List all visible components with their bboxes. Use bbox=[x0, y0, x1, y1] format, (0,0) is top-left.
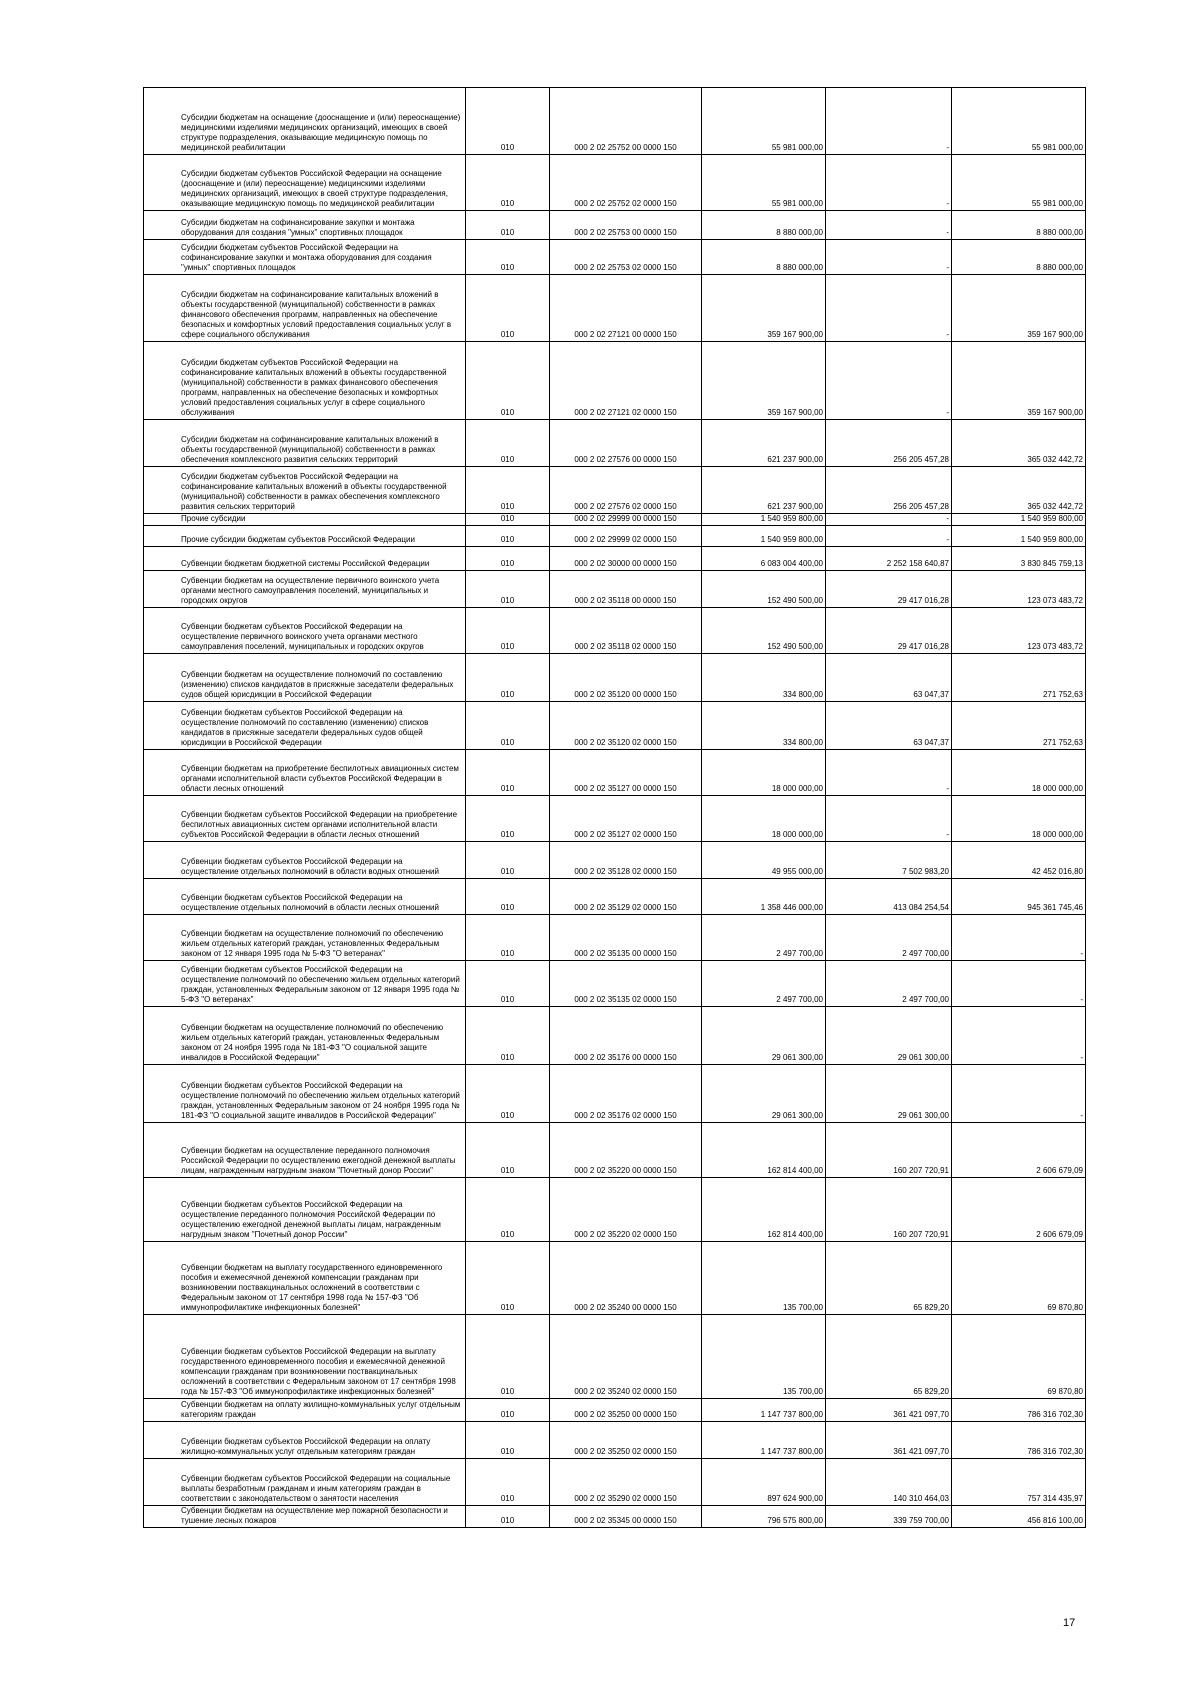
row-budget-code: 000 2 02 35129 02 0000 150 bbox=[550, 879, 702, 915]
table-row bbox=[144, 514, 1086, 526]
row-remaining: 359 167 900,00 bbox=[952, 275, 1086, 342]
row-approved: 1 540 959 800,00 bbox=[702, 526, 826, 547]
table-row bbox=[144, 750, 1086, 796]
row-name: Субсидии бюджетам на софинансирование капитальных вложений в объекты государственной (муниципальной) собственности в рамках обеспечения комплексного развития сельских территорий bbox=[144, 420, 466, 467]
table-row bbox=[144, 420, 1086, 467]
row-name: Субвенции бюджетам на выплату государственного единовременного пособия и ежемесячной денежной компенсации гражданам при возникновении поствакцинальных осложнений в соответствии с Федеральным законом от 17 сентября 1998 года № 157-ФЗ "Об иммунопрофилактике инфекционных болезней" bbox=[144, 1242, 466, 1315]
page-number: 17 bbox=[1063, 1617, 1076, 1629]
row-remaining: 365 032 442,72 bbox=[952, 467, 1086, 514]
row-name: Субсидии бюджетам на оснащение (дооснащение и (или) переоснащение) медицинскими изделиями медицинских организаций, имеющих в своей структуре подразделения, оказывающие медицинскую помощь по медицинской реабилитации bbox=[144, 88, 466, 155]
row-remaining: 2 606 679,09 bbox=[952, 1123, 1086, 1178]
row-remaining: - bbox=[952, 915, 1086, 961]
row-executed: 63 047,37 bbox=[826, 702, 952, 750]
row-remaining: 123 073 483,72 bbox=[952, 571, 1086, 608]
row-line-code: 010 bbox=[466, 842, 550, 879]
row-approved: 162 814 400,00 bbox=[702, 1123, 826, 1178]
row-executed: 160 207 720,91 bbox=[826, 1123, 952, 1178]
row-name: Субсидии бюджетам на софинансирование капитальных вложений в объекты государственной (муниципальной) собственности в рамках финансового обеспечения программ, направленных на обеспечение безопасных и комфортных условий предоставления социальных услуг в сфере социального обслуживания bbox=[144, 275, 466, 342]
row-executed: 29 417 016,28 bbox=[826, 571, 952, 608]
budget-table bbox=[143, 87, 1086, 1528]
row-line-code: 010 bbox=[466, 275, 550, 342]
row-executed: 339 759 700,00 bbox=[826, 1506, 952, 1528]
table-row bbox=[144, 1178, 1086, 1242]
table-row bbox=[144, 1315, 1086, 1399]
table-row bbox=[144, 842, 1086, 879]
table-row bbox=[144, 467, 1086, 514]
row-executed: 160 207 720,91 bbox=[826, 1178, 952, 1242]
row-executed: - bbox=[826, 796, 952, 842]
row-line-code: 010 bbox=[466, 514, 550, 526]
row-name: Субвенции бюджетам субъектов Российской Федерации на осуществление полномочий по обеспечению жильем отдельных категорий граждан, установленных Федеральным законом от 12 января 1995 года № 5-ФЗ "О ветеранах" bbox=[144, 961, 466, 1007]
row-executed: 29 061 300,00 bbox=[826, 1007, 952, 1065]
row-name: Субвенции бюджетам на осуществление полномочий по обеспечению жильем отдельных категорий граждан, установленных Федеральным законом от 24 ноября 1995 года № 181-ФЗ "О социальной защите инвалидов в Российской Федерации" bbox=[144, 1007, 466, 1065]
row-approved: 2 497 700,00 bbox=[702, 961, 826, 1007]
row-approved: 621 237 900,00 bbox=[702, 467, 826, 514]
row-remaining: 123 073 483,72 bbox=[952, 608, 1086, 654]
row-executed: - bbox=[826, 211, 952, 240]
row-approved: 152 490 500,00 bbox=[702, 608, 826, 654]
row-approved: 152 490 500,00 bbox=[702, 571, 826, 608]
row-line-code: 010 bbox=[466, 796, 550, 842]
row-budget-code: 000 2 02 35240 00 0000 150 bbox=[550, 1242, 702, 1315]
row-budget-code: 000 2 02 25752 00 0000 150 bbox=[550, 88, 702, 155]
row-remaining: 757 314 435,97 bbox=[952, 1459, 1086, 1506]
row-name: Субвенции бюджетам субъектов Российской Федерации на социальные выплаты безработным гражданам и иным категориям граждан в соответствии с законодательством о занятости населения bbox=[144, 1459, 466, 1506]
row-approved: 135 700,00 bbox=[702, 1242, 826, 1315]
row-line-code: 010 bbox=[466, 1178, 550, 1242]
table-row bbox=[144, 702, 1086, 750]
row-line-code: 010 bbox=[466, 879, 550, 915]
row-executed: - bbox=[826, 155, 952, 211]
row-line-code: 010 bbox=[466, 961, 550, 1007]
row-budget-code: 000 2 02 35220 00 0000 150 bbox=[550, 1123, 702, 1178]
row-approved: 18 000 000,00 bbox=[702, 796, 826, 842]
row-name: Субвенции бюджетам на осуществление первичного воинского учета органами местного самоуправления поселений, муниципальных и городских округов bbox=[144, 571, 466, 608]
row-budget-code: 000 2 02 27121 00 0000 150 bbox=[550, 275, 702, 342]
row-executed: 256 205 457,28 bbox=[826, 420, 952, 467]
row-budget-code: 000 2 02 35176 00 0000 150 bbox=[550, 1007, 702, 1065]
row-budget-code: 000 2 02 25753 02 0000 150 bbox=[550, 240, 702, 275]
row-approved: 135 700,00 bbox=[702, 1315, 826, 1399]
row-name: Субвенции бюджетам на приобретение беспилотных авиационных систем органами исполнительной власти субъектов Российской Федерации в области лесных отношений bbox=[144, 750, 466, 796]
row-remaining: 69 870,80 bbox=[952, 1315, 1086, 1399]
row-budget-code: 000 2 02 35120 00 0000 150 bbox=[550, 654, 702, 702]
row-remaining: 271 752,63 bbox=[952, 702, 1086, 750]
row-name: Субвенции бюджетам на осуществление полномочий по составлению (изменению) списков кандидатов в присяжные заседатели федеральных судов общей юрисдикции в Российской Федерации bbox=[144, 654, 466, 702]
row-line-code: 010 bbox=[466, 211, 550, 240]
row-executed: 2 497 700,00 bbox=[826, 915, 952, 961]
row-remaining: 1 540 959 800,00 bbox=[952, 526, 1086, 547]
table-row bbox=[144, 342, 1086, 420]
row-remaining: 18 000 000,00 bbox=[952, 750, 1086, 796]
row-remaining: 786 316 702,30 bbox=[952, 1422, 1086, 1459]
row-name: Субвенции бюджетам бюджетной системы Российской Федерации bbox=[144, 547, 466, 571]
table-row bbox=[144, 88, 1086, 155]
row-remaining: 945 361 745,46 bbox=[952, 879, 1086, 915]
row-budget-code: 000 2 02 35250 02 0000 150 bbox=[550, 1422, 702, 1459]
row-approved: 1 540 959 800,00 bbox=[702, 514, 826, 526]
row-executed: 413 084 254,54 bbox=[826, 879, 952, 915]
row-remaining: - bbox=[952, 1065, 1086, 1123]
row-budget-code: 000 2 02 30000 00 0000 150 bbox=[550, 547, 702, 571]
row-budget-code: 000 2 02 35240 02 0000 150 bbox=[550, 1315, 702, 1399]
row-name: Субвенции бюджетам на осуществление мер пожарной безопасности и тушение лесных пожаров bbox=[144, 1506, 466, 1528]
row-budget-code: 000 2 02 25752 02 0000 150 bbox=[550, 155, 702, 211]
row-budget-code: 000 2 02 35135 00 0000 150 bbox=[550, 915, 702, 961]
row-executed: - bbox=[826, 240, 952, 275]
row-executed: 65 829,20 bbox=[826, 1315, 952, 1399]
table-row bbox=[144, 796, 1086, 842]
table-row bbox=[144, 547, 1086, 571]
row-line-code: 010 bbox=[466, 240, 550, 275]
row-executed: 7 502 983,20 bbox=[826, 842, 952, 879]
row-executed: - bbox=[826, 750, 952, 796]
row-budget-code: 000 2 02 25753 00 0000 150 bbox=[550, 211, 702, 240]
row-approved: 621 237 900,00 bbox=[702, 420, 826, 467]
row-executed: 65 829,20 bbox=[826, 1242, 952, 1315]
row-budget-code: 000 2 02 27576 02 0000 150 bbox=[550, 467, 702, 514]
row-approved: 334 800,00 bbox=[702, 654, 826, 702]
row-executed: - bbox=[826, 88, 952, 155]
row-approved: 334 800,00 bbox=[702, 702, 826, 750]
row-budget-code: 000 2 02 35118 00 0000 150 bbox=[550, 571, 702, 608]
row-line-code: 010 bbox=[466, 342, 550, 420]
row-executed: 361 421 097,70 bbox=[826, 1422, 952, 1459]
row-name: Субсидии бюджетам на софинансирование закупки и монтажа оборудования для создания "умных" спортивных площадок bbox=[144, 211, 466, 240]
row-line-code: 010 bbox=[466, 467, 550, 514]
table-row bbox=[144, 211, 1086, 240]
row-name: Прочие субсидии бюджетам субъектов Российской Федерации bbox=[144, 526, 466, 547]
row-budget-code: 000 2 02 27121 02 0000 150 bbox=[550, 342, 702, 420]
row-line-code: 010 bbox=[466, 702, 550, 750]
table-row bbox=[144, 275, 1086, 342]
row-executed: 140 310 464,03 bbox=[826, 1459, 952, 1506]
row-name: Субвенции бюджетам на осуществление полномочий по обеспечению жильем отдельных категорий граждан, установленных Федеральным законом от 12 января 1995 года № 5-ФЗ "О ветеранах" bbox=[144, 915, 466, 961]
row-remaining: 55 981 000,00 bbox=[952, 88, 1086, 155]
table-row bbox=[144, 1007, 1086, 1065]
table-row bbox=[144, 1065, 1086, 1123]
row-remaining: 456 816 100,00 bbox=[952, 1506, 1086, 1528]
row-approved: 359 167 900,00 bbox=[702, 342, 826, 420]
row-remaining: 69 870,80 bbox=[952, 1242, 1086, 1315]
row-line-code: 010 bbox=[466, 88, 550, 155]
row-approved: 29 061 300,00 bbox=[702, 1007, 826, 1065]
row-budget-code: 000 2 02 35127 02 0000 150 bbox=[550, 796, 702, 842]
row-remaining: 18 000 000,00 bbox=[952, 796, 1086, 842]
table-row bbox=[144, 1506, 1086, 1528]
row-executed: - bbox=[826, 275, 952, 342]
row-executed: 256 205 457,28 bbox=[826, 467, 952, 514]
row-line-code: 010 bbox=[466, 1007, 550, 1065]
budget-table-body bbox=[144, 88, 1086, 1528]
table-row bbox=[144, 961, 1086, 1007]
row-name: Субсидии бюджетам субъектов Российской Федерации на софинансирование капитальных вложений в объекты государственной (муниципальной) собственности в рамках обеспечения комплексного развития сельских территорий bbox=[144, 467, 466, 514]
row-line-code: 010 bbox=[466, 654, 550, 702]
row-budget-code: 000 2 02 35120 02 0000 150 bbox=[550, 702, 702, 750]
row-budget-code: 000 2 02 35127 00 0000 150 bbox=[550, 750, 702, 796]
row-budget-code: 000 2 02 35290 02 0000 150 bbox=[550, 1459, 702, 1506]
row-budget-code: 000 2 02 35118 02 0000 150 bbox=[550, 608, 702, 654]
row-approved: 2 497 700,00 bbox=[702, 915, 826, 961]
row-name: Субвенции бюджетам субъектов Российской Федерации на осуществление полномочий по обеспечению жильем отдельных категорий граждан, установленных Федеральным законом от 24 ноября 1995 года № 181-ФЗ "О социальной защите инвалидов в Российской Федерации" bbox=[144, 1065, 466, 1123]
row-name: Субвенции бюджетам на осуществление переданного полномочия Российской Федерации по осуществлению ежегодной денежной выплаты лицам, награжденным нагрудным знаком "Почетный донор России" bbox=[144, 1123, 466, 1178]
row-executed: - bbox=[826, 526, 952, 547]
row-name: Субвенции бюджетам субъектов Российской Федерации на осуществление отдельных полномочий в области водных отношений bbox=[144, 842, 466, 879]
row-approved: 162 814 400,00 bbox=[702, 1178, 826, 1242]
row-approved: 8 880 000,00 bbox=[702, 211, 826, 240]
row-approved: 897 624 900,00 bbox=[702, 1459, 826, 1506]
row-name: Субвенции бюджетам субъектов Российской Федерации на осуществление переданного полномочия Российской Федерации по осуществлению ежегодной денежной выплаты лицам, награжденным нагрудным знаком "Почетный донор России" bbox=[144, 1178, 466, 1242]
table-row bbox=[144, 571, 1086, 608]
row-line-code: 010 bbox=[466, 155, 550, 211]
row-remaining: 3 830 845 759,13 bbox=[952, 547, 1086, 571]
row-remaining: 271 752,63 bbox=[952, 654, 1086, 702]
table-row bbox=[144, 879, 1086, 915]
row-executed: 29 417 016,28 bbox=[826, 608, 952, 654]
row-budget-code: 000 2 02 27576 00 0000 150 bbox=[550, 420, 702, 467]
row-line-code: 010 bbox=[466, 1399, 550, 1422]
row-line-code: 010 bbox=[466, 547, 550, 571]
row-remaining: 42 452 016,80 bbox=[952, 842, 1086, 879]
row-approved: 8 880 000,00 bbox=[702, 240, 826, 275]
row-approved: 55 981 000,00 bbox=[702, 155, 826, 211]
row-name: Субвенции бюджетам субъектов Российской Федерации на осуществление полномочий по составлению (изменению) списков кандидатов в присяжные заседатели федеральных судов общей юрисдикции в Российской Федерации bbox=[144, 702, 466, 750]
row-remaining: 359 167 900,00 bbox=[952, 342, 1086, 420]
row-name: Субвенции бюджетам субъектов Российской Федерации на осуществление отдельных полномочий в области лесных отношений bbox=[144, 879, 466, 915]
row-approved: 1 147 737 800,00 bbox=[702, 1422, 826, 1459]
row-remaining: - bbox=[952, 961, 1086, 1007]
row-executed: 2 252 158 640,87 bbox=[826, 547, 952, 571]
row-budget-code: 000 2 02 35250 00 0000 150 bbox=[550, 1399, 702, 1422]
row-name: Субвенции бюджетам на оплату жилищно-коммунальных услуг отдельным категориям граждан bbox=[144, 1399, 466, 1422]
table-row bbox=[144, 915, 1086, 961]
table-row bbox=[144, 654, 1086, 702]
row-line-code: 010 bbox=[466, 420, 550, 467]
row-line-code: 010 bbox=[466, 608, 550, 654]
row-line-code: 010 bbox=[466, 1506, 550, 1528]
table-row bbox=[144, 1399, 1086, 1422]
row-budget-code: 000 2 02 35220 02 0000 150 bbox=[550, 1178, 702, 1242]
row-approved: 1 358 446 000,00 bbox=[702, 879, 826, 915]
row-remaining: 365 032 442,72 bbox=[952, 420, 1086, 467]
row-line-code: 010 bbox=[466, 915, 550, 961]
row-budget-code: 000 2 02 35128 02 0000 150 bbox=[550, 842, 702, 879]
row-executed: 63 047,37 bbox=[826, 654, 952, 702]
row-executed: - bbox=[826, 342, 952, 420]
row-name: Прочие субсидии bbox=[144, 514, 466, 526]
row-executed: 29 061 300,00 bbox=[826, 1065, 952, 1123]
row-budget-code: 000 2 02 35345 00 0000 150 bbox=[550, 1506, 702, 1528]
table-row bbox=[144, 1242, 1086, 1315]
table-row bbox=[144, 1422, 1086, 1459]
table-row bbox=[144, 155, 1086, 211]
row-approved: 1 147 737 800,00 bbox=[702, 1399, 826, 1422]
row-remaining: 8 880 000,00 bbox=[952, 211, 1086, 240]
row-remaining: 786 316 702,30 bbox=[952, 1399, 1086, 1422]
row-approved: 6 083 004 400,00 bbox=[702, 547, 826, 571]
row-line-code: 010 bbox=[466, 1459, 550, 1506]
row-name: Субсидии бюджетам субъектов Российской Федерации на софинансирование закупки и монтажа оборудования для создания "умных" спортивных площадок bbox=[144, 240, 466, 275]
row-approved: 18 000 000,00 bbox=[702, 750, 826, 796]
row-budget-code: 000 2 02 29999 02 0000 150 bbox=[550, 526, 702, 547]
table-row bbox=[144, 240, 1086, 275]
row-budget-code: 000 2 02 35176 02 0000 150 bbox=[550, 1065, 702, 1123]
row-approved: 359 167 900,00 bbox=[702, 275, 826, 342]
row-line-code: 010 bbox=[466, 571, 550, 608]
row-approved: 55 981 000,00 bbox=[702, 88, 826, 155]
row-remaining: 1 540 959 800,00 bbox=[952, 514, 1086, 526]
row-budget-code: 000 2 02 29999 00 0000 150 bbox=[550, 514, 702, 526]
row-name: Субвенции бюджетам субъектов Российской Федерации на осуществление первичного воинского учета органами местного самоуправления поселений, муниципальных и городских округов bbox=[144, 608, 466, 654]
table-row bbox=[144, 608, 1086, 654]
row-name: Субвенции бюджетам субъектов Российской Федерации на оплату жилищно-коммунальных услуг отдельным категориям граждан bbox=[144, 1422, 466, 1459]
row-remaining: 2 606 679,09 bbox=[952, 1178, 1086, 1242]
row-remaining: - bbox=[952, 1007, 1086, 1065]
row-line-code: 010 bbox=[466, 1065, 550, 1123]
row-name: Субвенции бюджетам субъектов Российской Федерации на приобретение беспилотных авиационных систем органами исполнительной власти субъектов Российской Федерации в области лесных отношений bbox=[144, 796, 466, 842]
row-line-code: 010 bbox=[466, 526, 550, 547]
row-line-code: 010 bbox=[466, 1315, 550, 1399]
row-executed: - bbox=[826, 514, 952, 526]
row-budget-code: 000 2 02 35135 02 0000 150 bbox=[550, 961, 702, 1007]
row-approved: 29 061 300,00 bbox=[702, 1065, 826, 1123]
table-row bbox=[144, 526, 1086, 547]
row-remaining: 55 981 000,00 bbox=[952, 155, 1086, 211]
row-line-code: 010 bbox=[466, 1422, 550, 1459]
row-remaining: 8 880 000,00 bbox=[952, 240, 1086, 275]
table-row bbox=[144, 1123, 1086, 1178]
row-executed: 2 497 700,00 bbox=[826, 961, 952, 1007]
row-name: Субвенции бюджетам субъектов Российской Федерации на выплату государственного единовременного пособия и ежемесячной денежной компенсации гражданам при возникновении поствакцинальных осложнений в соответствии с Федеральным законом от 17 сентября 1998 года № 157-ФЗ "Об иммунопрофилактике инфекционных болезней" bbox=[144, 1315, 466, 1399]
table-row bbox=[144, 1459, 1086, 1506]
row-line-code: 010 bbox=[466, 750, 550, 796]
row-line-code: 010 bbox=[466, 1242, 550, 1315]
row-name: Субсидии бюджетам субъектов Российской Федерации на оснащение (дооснащение и (или) переоснащение) медицинскими изделиями медицинских организаций, имеющих в своей структуре подразделения, оказывающие медицинскую помощь по медицинской реабилитации bbox=[144, 155, 466, 211]
row-approved: 796 575 800,00 bbox=[702, 1506, 826, 1528]
row-line-code: 010 bbox=[466, 1123, 550, 1178]
row-approved: 49 955 000,00 bbox=[702, 842, 826, 879]
row-name: Субсидии бюджетам субъектов Российской Федерации на софинансирование капитальных вложений в объекты государственной (муниципальной) собственности в рамках финансового обеспечения программ, направленных на обеспечение безопасных и комфортных условий предоставления социальных услуг в сфере социального обслуживания bbox=[144, 342, 466, 420]
row-executed: 361 421 097,70 bbox=[826, 1399, 952, 1422]
